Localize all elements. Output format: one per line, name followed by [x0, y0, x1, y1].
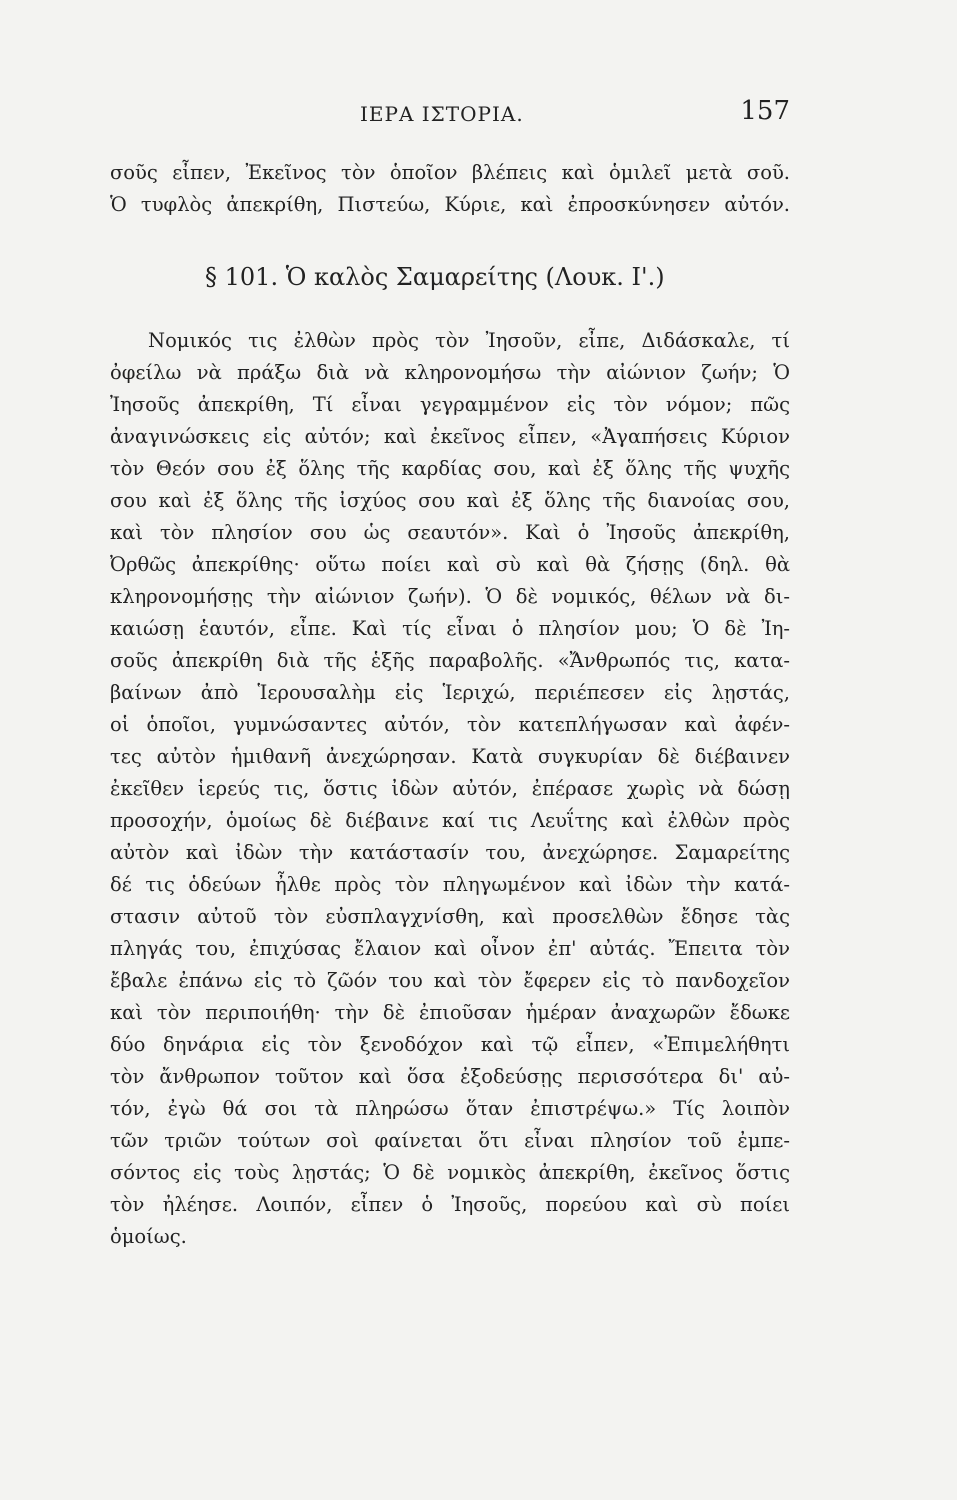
text-line: βαίνων ἀπὸ Ἱερουσαλὴμ εἰς Ἱεριχώ, περιέπεσεν εἰς λῃστάς, — [110, 681, 790, 704]
text-line: τες αὐτὸν ἡμιθανῆ ἀνεχώρησαν. Κατὰ συγκυρίαν δὲ διέβαινεν — [110, 745, 790, 768]
text-line: οἱ ὁποῖοι, γυμνώσαντες αὐτόν, τὸν κατεπλήγωσαν καὶ ἀφέν- — [110, 713, 790, 736]
text-line: τὸν ἠλέησε. Λοιπόν, εἶπεν ὁ Ἰησοῦς, πορεύου καὶ σὺ ποίει — [110, 1193, 790, 1216]
text-line: σόντος εἰς τοὺς λῃστάς; Ὁ δὲ νομικὸς ἀπεκρίθη, ἐκεῖνος ὅστις — [110, 1161, 790, 1184]
text-line: Νομικός τις ἐλθὼν πρὸς τὸν Ἰησοῦν, εἶπε, Διδάσκαλε, τί — [148, 329, 790, 352]
text-line: ἐκεῖθεν ἱερεύς τις, ὅστις ἰδὼν αὐτόν, ἐπέρασε χωρὶς νὰ δώσῃ — [110, 777, 790, 800]
section-heading: § 101. Ὁ καλὸς Σαμαρείτης (Λουκ. Ι'.) — [205, 263, 665, 291]
text-line: ὁμοίως. — [110, 1225, 187, 1248]
text-line: καιώσῃ ἑαυτόν, εἶπε. Καὶ τίς εἶναι ὁ πλησίον μου; Ὁ δὲ Ἰη- — [110, 617, 790, 640]
text-line: ἔβαλε ἐπάνω εἰς τὸ ζῶόν του καὶ τὸν ἔφερεν εἰς τὸ πανδοχεῖον — [110, 969, 790, 992]
text-line: κληρονομήσῃς τὴν αἰώνιον ζωήν). Ὁ δὲ νομικός, θέλων νὰ δι- — [110, 585, 790, 608]
text-line: τόν, ἐγὼ θά σοι τὰ πληρώσω ὅταν ἐπιστρέψω.» Τίς λοιπὸν — [110, 1097, 790, 1120]
text-line: τὸν Θεόν σου ἐξ ὅλης τῆς καρδίας σου, καὶ ἐξ ὅλης τῆς ψυχῆς — [110, 457, 790, 480]
running-head — [110, 96, 790, 136]
text-line: πληγάς του, ἐπιχύσας ἔλαιον καὶ οἶνον ἐπ' αὐτάς. Ἔπειτα τὸν — [110, 937, 790, 960]
text-line: καὶ τὸν περιποιήθη· τὴν δὲ ἐπιοῦσαν ἡμέραν ἀναχωρῶν ἔδωκε — [110, 1001, 790, 1024]
text-line: σοῦς εἶπεν, Ἐκεῖνος τὸν ὁποῖον βλέπεις καὶ ὁμιλεῖ μετὰ σοῦ. — [110, 161, 790, 184]
text-line: σοῦς ἀπεκρίθη διὰ τῆς ἑξῆς παραβολῆς. «Ἄνθρωπός τις, κατα- — [110, 649, 790, 672]
text-line: δέ τις ὁδεύων ἦλθε πρὸς τὸν πληγωμένον καὶ ἰδὼν τὴν κατά- — [110, 873, 790, 896]
text-line: αὐτὸν καὶ ἰδὼν τὴν κατάστασίν του, ἀνεχώρησε. Σαμαρείτης — [110, 841, 790, 864]
text-line: σου καὶ ἐξ ὅλης τῆς ἰσχύος σου καὶ ἐξ ὅλης τῆς διανοίας σου, — [110, 489, 790, 512]
running-title: ΙΕΡΑ ΙΣΤΟΡΙΑ. — [360, 102, 524, 126]
text-line: δύο δηνάρια εἰς τὸν ξενοδόχον καὶ τῷ εἶπεν, «Ἐπιμελήθητι — [110, 1033, 790, 1056]
text-line: τῶν τριῶν τούτων σοὶ φαίνεται ὅτι εἶναι πλησίον τοῦ ἐμπε- — [110, 1129, 790, 1152]
text-line: Ἰησοῦς ἀπεκρίθη, Τί εἶναι γεγραμμένον εἰς τὸν νόμον; πῶς — [110, 393, 790, 416]
page-number: 157 — [740, 96, 790, 126]
text-line: καὶ τὸν πλησίον σου ὡς σεαυτόν». Καὶ ὁ Ἰησοῦς ἀπεκρίθη, — [110, 521, 790, 544]
text-line: ὀφείλω νὰ πράξω διὰ νὰ κληρονομήσω τὴν αἰώνιον ζωήν; Ὁ — [110, 361, 790, 384]
text-line: ἀναγινώσκεις εἰς αὐτόν; καὶ ἐκεῖνος εἶπεν, «Ἀγαπήσεις Κύριον — [110, 425, 790, 448]
text-line: στασιν αὐτοῦ τὸν εὐσπλαγχνίσθη, καὶ προσελθὼν ἔδησε τὰς — [110, 905, 790, 928]
text-line: Ὀρθῶς ἀπεκρίθης· οὕτω ποίει καὶ σὺ καὶ θὰ ζήσῃς (δηλ. θὰ — [110, 553, 790, 576]
text-line: τὸν ἄνθρωπον τοῦτον καὶ ὅσα ἐξοδεύσῃς περισσότερα δι' αὐ- — [110, 1065, 790, 1088]
text-line: Ὁ τυφλὸς ἀπεκρίθη, Πιστεύω, Κύριε, καὶ ἐπροσκύνησεν αὐτόν. — [110, 193, 790, 216]
text-line: προσοχήν, ὁμοίως δὲ διέβαινε καί τις Λευΐτης καὶ ἐλθὼν πρὸς — [110, 809, 790, 832]
